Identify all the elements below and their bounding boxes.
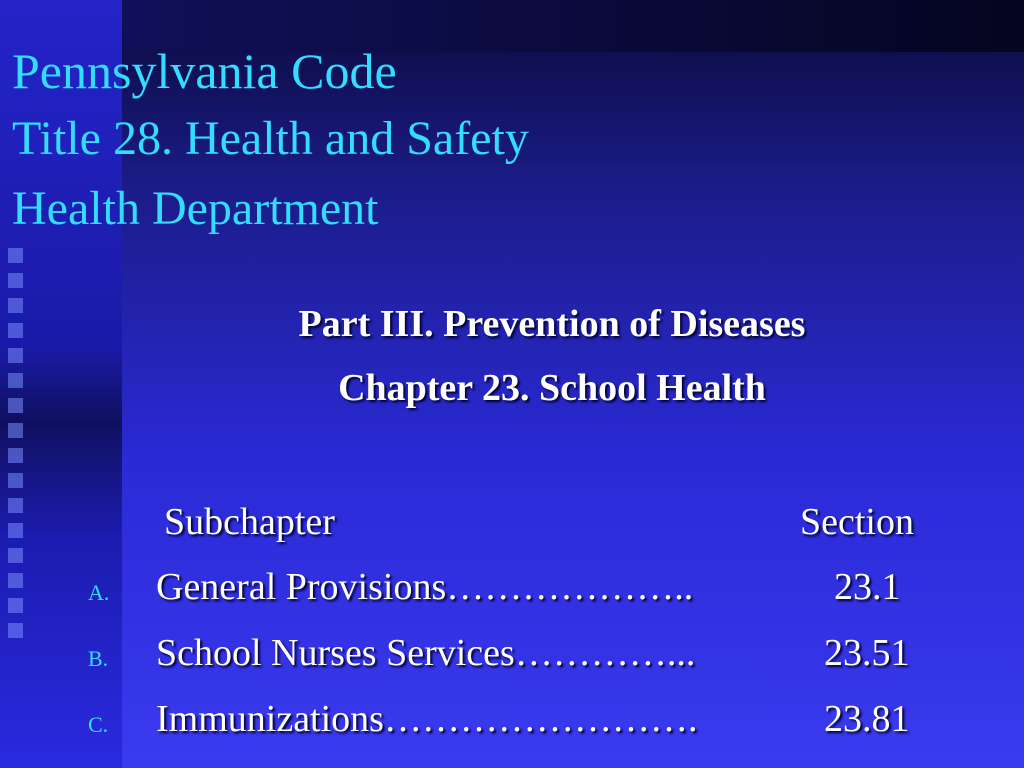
part-heading: Part III. Prevention of Diseases (298, 303, 806, 345)
row-letter: B. (88, 646, 109, 671)
row-name: Immunizations……………………. (156, 698, 698, 740)
section-header: Section (800, 501, 914, 543)
row-section: 23.1 (834, 566, 901, 608)
title-line-3: Health Department (12, 182, 379, 235)
title-line-2: Title 28. Health and Safety (12, 112, 529, 165)
row-letter: C. (88, 712, 109, 737)
row-section: 23.51 (824, 632, 910, 674)
row-section: 23.81 (824, 698, 910, 740)
row-name: General Provisions……………….. (156, 566, 694, 608)
slide-title (12, 38, 529, 244)
decorative-squares (8, 248, 26, 648)
row-name: School Nurses Services…………... (156, 632, 696, 674)
title-line-1: Pennsylvania Code (12, 43, 397, 99)
chapter-heading: Chapter 23. School Health (338, 367, 766, 409)
row-letter: A. (88, 580, 110, 605)
subchapter-header: Subchapter (164, 501, 335, 543)
